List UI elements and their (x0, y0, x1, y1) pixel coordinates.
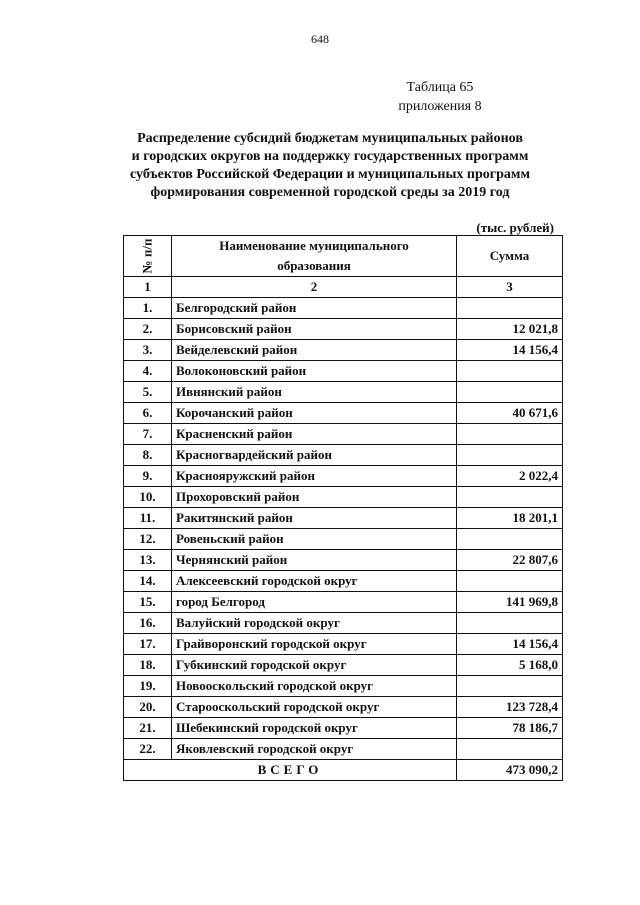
row-number: 4. (124, 361, 172, 382)
page-number: 648 (311, 32, 329, 46)
row-name: Ивнянский район (172, 382, 457, 403)
table-row (124, 613, 563, 634)
row-number: 11. (124, 508, 172, 529)
row-sum (457, 739, 563, 760)
table-row (124, 508, 563, 529)
table-header-row (124, 236, 563, 277)
table-row (124, 718, 563, 739)
row-sum: 12 021,8 (457, 319, 563, 340)
row-number: 17. (124, 634, 172, 655)
table-row (124, 382, 563, 403)
document-title (110, 130, 550, 202)
row-number: 3. (124, 340, 172, 361)
row-sum (457, 424, 563, 445)
row-sum (457, 298, 563, 319)
row-name: город Белгород (172, 592, 457, 613)
row-name: Губкинский городской округ (172, 655, 457, 676)
units-label: (тыс. рублей) (476, 220, 554, 235)
row-number: 1. (124, 298, 172, 319)
header-num (124, 236, 172, 277)
row-name: Прохоровский район (172, 487, 457, 508)
row-sum: 14 156,4 (457, 634, 563, 655)
col-index-3: 3 (457, 277, 563, 298)
table-ref-line1: Таблица 65 (406, 80, 474, 95)
total-sum: 473 090,2 (457, 760, 563, 781)
row-sum (457, 676, 563, 697)
row-sum: 141 969,8 (457, 592, 563, 613)
table-row (124, 571, 563, 592)
row-name: Волоконовский район (172, 361, 457, 382)
row-number: 19. (124, 676, 172, 697)
table-row (124, 634, 563, 655)
row-name: Яковлевский городской округ (172, 739, 457, 760)
row-name: Корочанский район (172, 403, 457, 424)
row-name: Новооскольский городской округ (172, 676, 457, 697)
row-sum: 123 728,4 (457, 697, 563, 718)
row-sum: 40 671,6 (457, 403, 563, 424)
row-sum (457, 361, 563, 382)
table-row (124, 592, 563, 613)
row-number: 22. (124, 739, 172, 760)
row-name: Старооскольский городской округ (172, 697, 457, 718)
title-line4: формирования современной городской среды за 2019 год (150, 185, 510, 200)
table-row (124, 445, 563, 466)
col-index-2: 2 (172, 277, 457, 298)
row-name: Белгородский район (172, 298, 457, 319)
header-sum: Сумма (457, 236, 563, 277)
table-row (124, 697, 563, 718)
column-index-row (124, 277, 563, 298)
table-row (124, 550, 563, 571)
row-sum (457, 382, 563, 403)
header-name (172, 236, 457, 277)
row-name: Краснояружский район (172, 466, 457, 487)
table-row (124, 739, 563, 760)
row-name: Грайворонский городской округ (172, 634, 457, 655)
row-sum (457, 529, 563, 550)
total-row (124, 760, 563, 781)
row-name: Алексеевский городской округ (172, 571, 457, 592)
title-line2: и городских округов на поддержку государственных программ (131, 149, 529, 164)
table-row (124, 340, 563, 361)
row-sum: 14 156,4 (457, 340, 563, 361)
row-name: Шебекинский городской округ (172, 718, 457, 739)
table-row (124, 466, 563, 487)
table-row (124, 403, 563, 424)
row-number: 13. (124, 550, 172, 571)
row-sum: 5 168,0 (457, 655, 563, 676)
title-line3: субъектов Российской Федерации и муниципальных программ (130, 167, 530, 182)
row-number: 5. (124, 382, 172, 403)
row-number: 2. (124, 319, 172, 340)
title-line1: Распределение субсидий бюджетам муниципальных районов (137, 131, 523, 146)
row-name: Ракитянский район (172, 508, 457, 529)
col-index-1: 1 (124, 277, 172, 298)
row-name: Ровеньский район (172, 529, 457, 550)
table-row (124, 676, 563, 697)
row-number: 10. (124, 487, 172, 508)
table-row (124, 529, 563, 550)
header-name-line2: образования (277, 258, 351, 273)
table-row (124, 361, 563, 382)
table-row (124, 487, 563, 508)
row-number: 8. (124, 445, 172, 466)
row-name: Валуйский городской округ (172, 613, 457, 634)
row-number: 9. (124, 466, 172, 487)
row-name: Красненский район (172, 424, 457, 445)
row-sum (457, 613, 563, 634)
header-name-line1: Наименование муниципального (219, 238, 409, 253)
row-sum (457, 487, 563, 508)
row-sum: 22 807,6 (457, 550, 563, 571)
row-number: 6. (124, 403, 172, 424)
table-ref-line2: приложения 8 (398, 99, 482, 114)
row-sum: 18 201,1 (457, 508, 563, 529)
row-name: Вейделевский район (172, 340, 457, 361)
table-row (124, 424, 563, 445)
row-number: 12. (124, 529, 172, 550)
row-sum: 78 186,7 (457, 718, 563, 739)
row-number: 14. (124, 571, 172, 592)
row-number: 7. (124, 424, 172, 445)
row-name: Чернянский район (172, 550, 457, 571)
row-number: 18. (124, 655, 172, 676)
table-row (124, 319, 563, 340)
header-num-label: № п/п (139, 238, 155, 274)
row-sum (457, 571, 563, 592)
table-row (124, 655, 563, 676)
row-name: Красногвардейский район (172, 445, 457, 466)
table-row (124, 298, 563, 319)
row-number: 15. (124, 592, 172, 613)
table-reference (385, 78, 495, 116)
row-number: 20. (124, 697, 172, 718)
subsidy-table (123, 235, 563, 781)
row-number: 21. (124, 718, 172, 739)
row-sum: 2 022,4 (457, 466, 563, 487)
total-label: ВСЕГО (124, 760, 457, 781)
table-body (124, 298, 563, 760)
row-number: 16. (124, 613, 172, 634)
row-sum (457, 445, 563, 466)
row-name: Борисовский район (172, 319, 457, 340)
